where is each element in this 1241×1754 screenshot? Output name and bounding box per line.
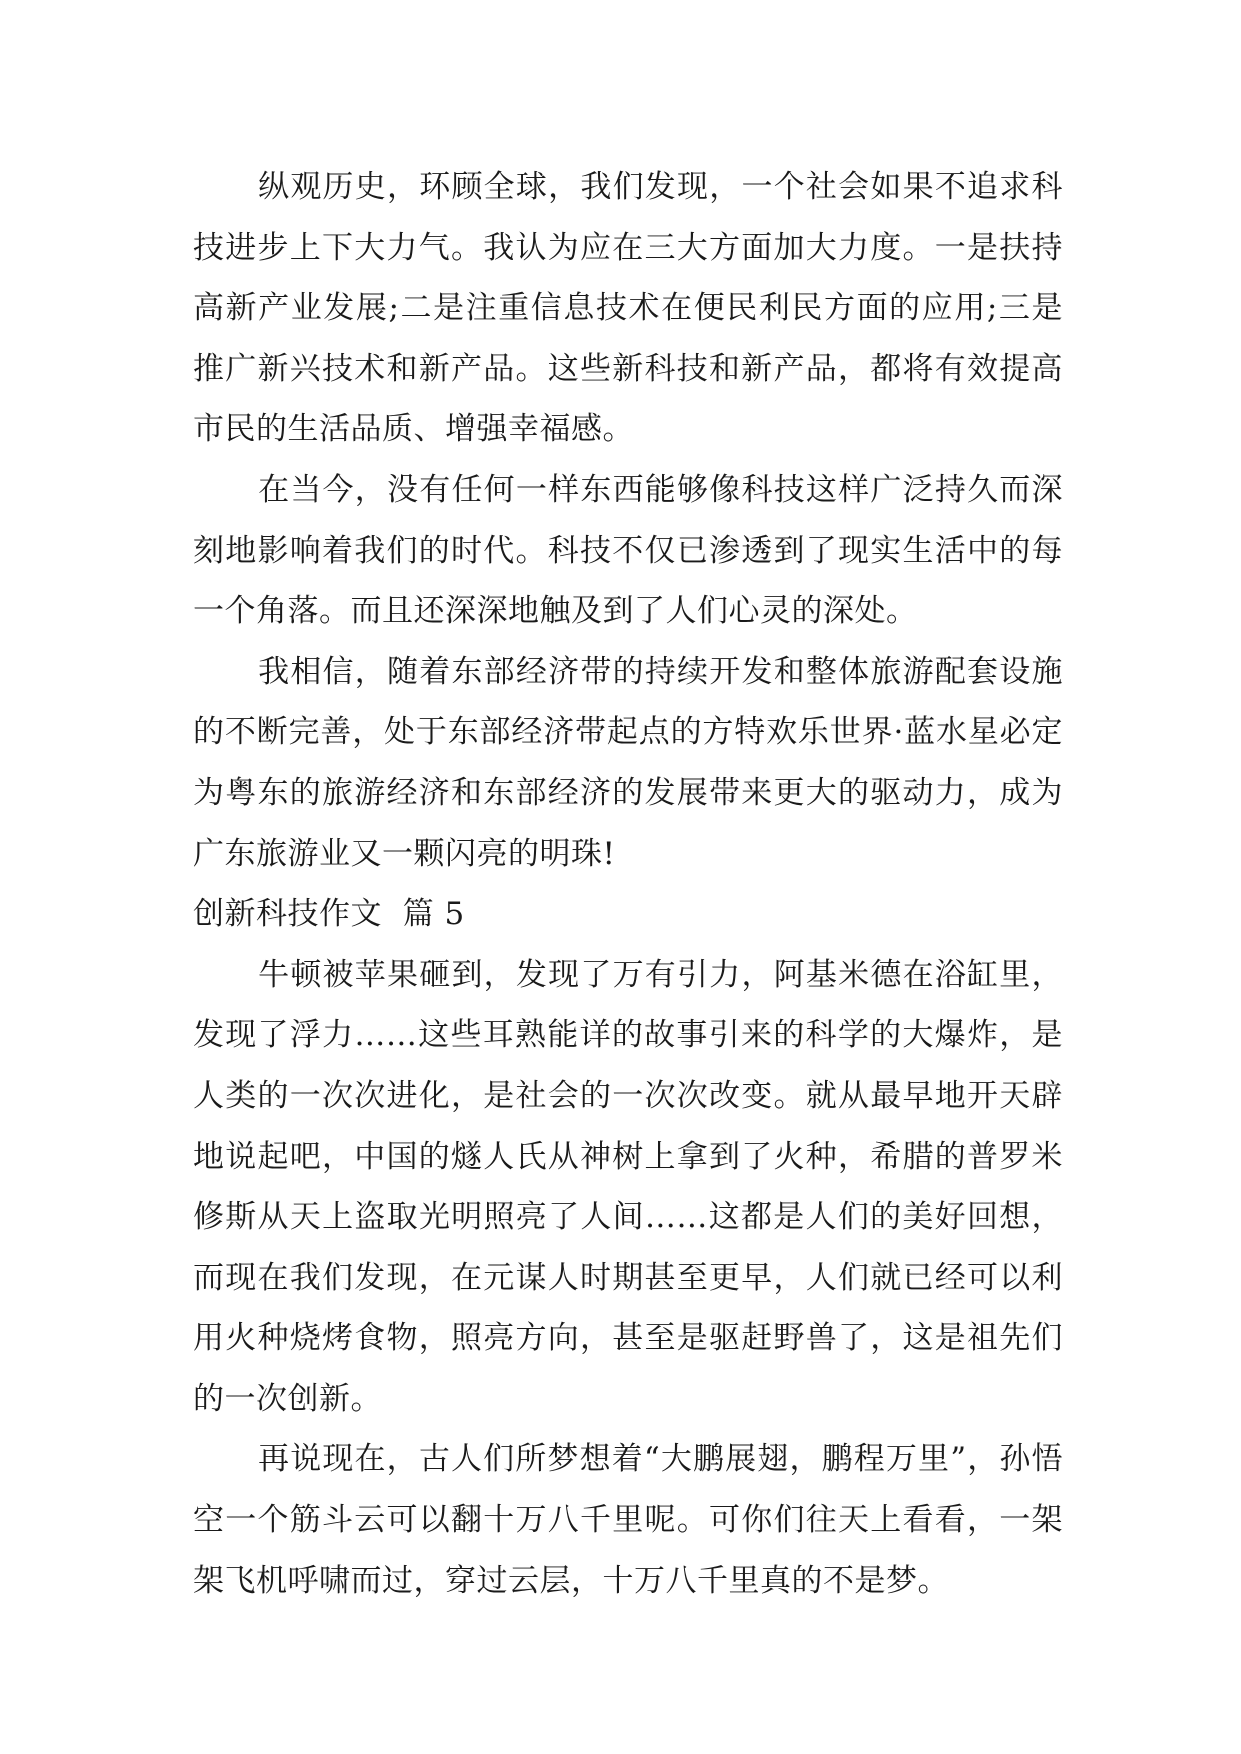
paragraph-global-history: 纵观历史，环顾全球，我们发现，一个社会如果不追求科技进步上下大力气。我认为应在三大方面加大力度。一是扶持高新产业发展;二是注重信息技术在便民利民方面的应用;三是推广新兴技术和新产品。这些新科技和新产品，都将有效提高市民的生活品质、增强幸福感。 [193,169,1063,448]
document-page [193,157,1063,1611]
paragraph-tourism-development: 我相信，随着东部经济带的持续开发和整体旅游配套设施的不断完善，处于东部经济带起点的方特欢乐世界·蓝水星必定为粤东的旅游经济和东部经济的发展带来更大的驱动力，成为广东旅游业又一颗闪亮的明珠! [193,653,1063,872]
section-heading: 创新科技作文 篇 5 [193,896,465,933]
paragraph-modern-dreams: 再说现在，古人们所梦想着“大鹏展翅，鹏程万里”，孙悟空一个筋斗云可以翻十万八千里呢。可你们往天上看看，一架架飞机呼啸而过，穿过云层，十万八千里真的不是梦。 [193,1441,1063,1599]
paragraph-innovation-history: 牛顿被苹果砸到，发现了万有引力，阿基米德在浴缸里，发现了浮力……这些耳熟能详的故事引来的科学的大爆炸，是人类的一次次进化，是社会的一次次改变。就从最早地开天辟地说起吧，中国的燧人氏从神树上拿到了火种，希腊的普罗米修斯从天上盗取光明照亮了人间……这都是人们的美好回想，而现在我们发现，在元谋人时期甚至更早，人们就已经可以利用火种烧烤食物，照亮方向，甚至是驱赶野兽了，这是祖先们的一次创新。 [193,956,1063,1417]
paragraph-technology-influence: 在当今，没有任何一样东西能够像科技这样广泛持久而深刻地影响着我们的时代。科技不仅已渗透到了现实生活中的每一个角落。而且还深深地触及到了人们心灵的深处。 [193,471,1063,630]
